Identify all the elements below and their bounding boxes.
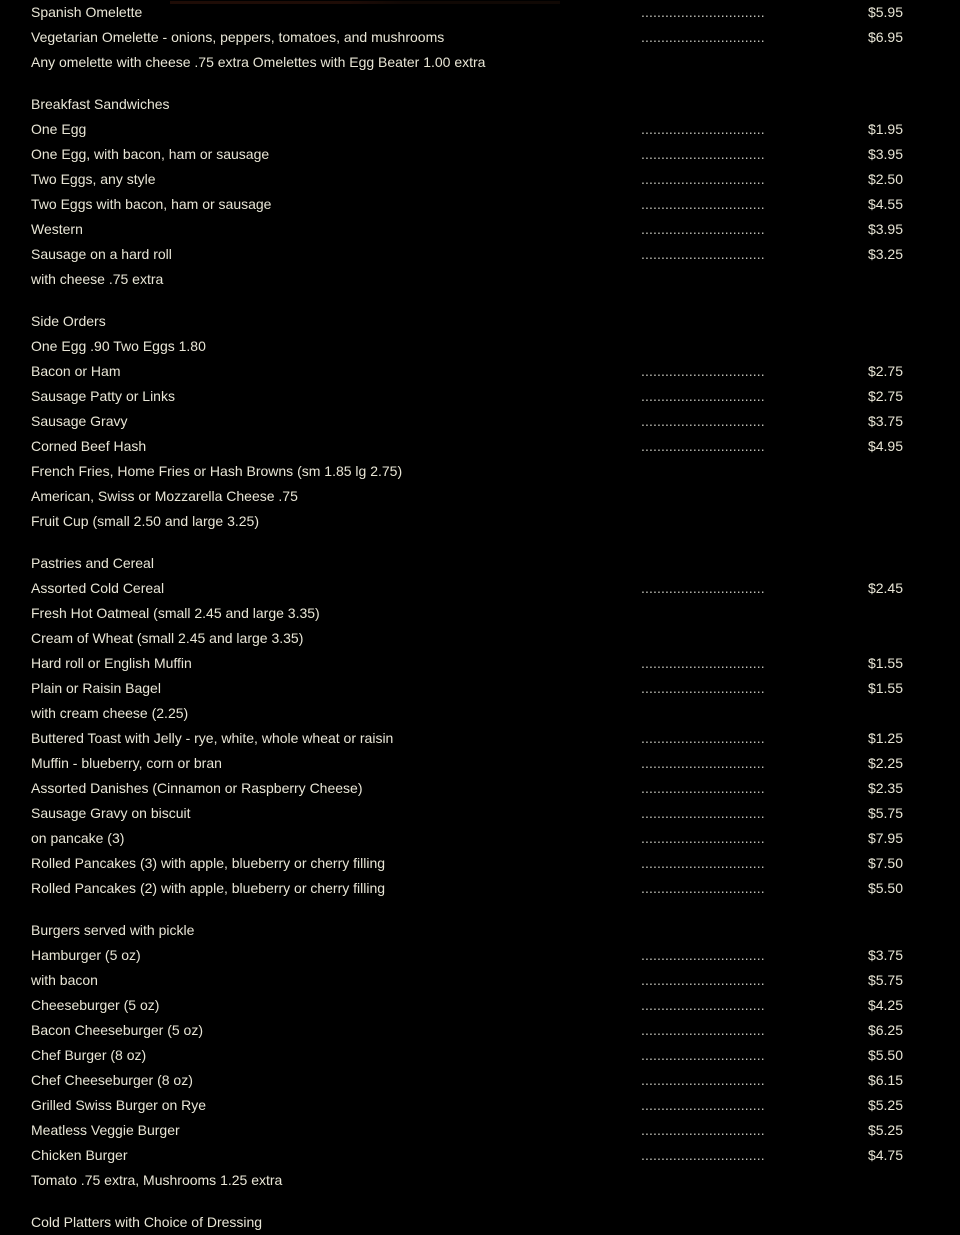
dot-leader: ...............................: [641, 972, 765, 988]
menu-item-name: Sausage Gravy on biscuit: [31, 805, 191, 821]
menu-item-name: Two Eggs, any style: [31, 171, 156, 187]
dot-leader: ...............................: [641, 1047, 765, 1063]
menu-item-price: $6.95: [867, 29, 903, 45]
menu-item-name: with cheese .75 extra: [31, 271, 164, 287]
menu-item-row: [0, 943, 960, 968]
menu-item-price: $3.75: [867, 413, 903, 429]
menu-item-price: $6.15: [867, 1072, 903, 1088]
menu-item-price: $3.25: [867, 246, 903, 262]
section-heading-row: [0, 92, 960, 117]
menu-item-price: $7.95: [867, 830, 903, 846]
menu-item-name: Corned Beef Hash: [31, 438, 147, 454]
menu-item-row: [0, 217, 960, 242]
menu-item-price: $2.50: [867, 171, 903, 187]
menu-item-name: Rolled Pancakes (3) with apple, blueberry or cherry filling: [31, 855, 386, 871]
dot-leader: ...............................: [641, 146, 765, 162]
menu-item-price: $4.25: [867, 997, 903, 1013]
menu-item-row: [0, 0, 960, 25]
section-heading-label: Side Orders: [31, 313, 106, 329]
dot-leader: ...............................: [641, 363, 765, 379]
menu-item-name: Tomato .75 extra, Mushrooms 1.25 extra: [31, 1172, 283, 1188]
menu-item-price: $2.75: [867, 388, 903, 404]
menu-item-price: $2.45: [867, 580, 903, 596]
menu-item-name: Two Eggs with bacon, ham or sausage: [31, 196, 272, 212]
menu-item-name: Assorted Danishes (Cinnamon or Raspberry Cheese): [31, 780, 363, 796]
menu-item-name: French Fries, Home Fries or Hash Browns (sm 1.85 lg 2.75): [31, 463, 403, 479]
menu-item-price: $1.95: [867, 121, 903, 137]
menu-item-row: [0, 267, 960, 292]
menu-item-price: $5.50: [867, 880, 903, 896]
menu-item-name: Meatless Veggie Burger: [31, 1122, 180, 1138]
menu-item-row: [0, 651, 960, 676]
menu-item-name: One Egg: [31, 121, 87, 137]
menu-item-name: American, Swiss or Mozzarella Cheese .75: [31, 488, 298, 504]
menu-section: [0, 918, 960, 1193]
menu-item-row: [0, 142, 960, 167]
menu-item-row: [0, 509, 960, 534]
menu-item-name: Buttered Toast with Jelly - rye, white, whole wheat or raisin: [31, 730, 394, 746]
dot-leader: ...............................: [641, 246, 765, 262]
menu-item-row: [0, 1068, 960, 1093]
menu-item-row: [0, 50, 960, 75]
dot-leader: ...............................: [641, 438, 765, 454]
menu-item-price: $5.50: [867, 1047, 903, 1063]
menu-item-name: Sausage Patty or Links: [31, 388, 175, 404]
menu-item-price: $3.95: [867, 221, 903, 237]
menu-item-name: Cream of Wheat (small 2.45 and large 3.35): [31, 630, 304, 646]
menu-item-name: Cheeseburger (5 oz): [31, 997, 160, 1013]
menu-item-name: Grilled Swiss Burger on Rye: [31, 1097, 207, 1113]
menu-item-row: [0, 484, 960, 509]
menu-item-row: [0, 676, 960, 701]
menu-item-name: Sausage Gravy: [31, 413, 128, 429]
dot-leader: ...............................: [641, 221, 765, 237]
menu-item-price: $3.95: [867, 146, 903, 162]
menu-item-name: One Egg, with bacon, ham or sausage: [31, 146, 270, 162]
menu-item-row: [0, 242, 960, 267]
section-heading-label: Breakfast Sandwiches: [31, 96, 170, 112]
menu-item-price: $1.55: [867, 655, 903, 671]
menu-item-row: [0, 1093, 960, 1118]
dot-leader: ...............................: [641, 655, 765, 671]
menu-section: [0, 1210, 960, 1235]
dot-leader: ...............................: [641, 1097, 765, 1113]
menu-item-name: Western: [31, 221, 83, 237]
menu-item-name: Hamburger (5 oz): [31, 947, 141, 963]
menu-item-row: [0, 851, 960, 876]
menu-item-row: [0, 726, 960, 751]
menu-item-name: Assorted Cold Cereal: [31, 580, 165, 596]
dot-leader: ...............................: [641, 413, 765, 429]
menu-item-name: Spanish Omelette: [31, 4, 143, 20]
menu-item-row: [0, 459, 960, 484]
dot-leader: ...............................: [641, 680, 765, 696]
menu-item-name: Chicken Burger: [31, 1147, 128, 1163]
section-heading-label: Burgers served with pickle: [31, 922, 195, 938]
dot-leader: ...............................: [641, 171, 765, 187]
dot-leader: ...............................: [641, 580, 765, 596]
menu-item-price: $5.25: [867, 1097, 903, 1113]
menu-item-row: [0, 701, 960, 726]
menu-item-row: [0, 751, 960, 776]
menu-item-name: Any omelette with cheese .75 extra Omelettes with Egg Beater 1.00 extra: [31, 54, 486, 70]
menu-item-name: with cream cheese (2.25): [31, 705, 189, 721]
dot-leader: ...............................: [641, 855, 765, 871]
menu-item-row: [0, 968, 960, 993]
dot-leader: ...............................: [641, 1147, 765, 1163]
dot-leader: ...............................: [641, 29, 765, 45]
menu-item-name: Bacon or Ham: [31, 363, 121, 379]
menu-item-row: [0, 876, 960, 901]
menu-item-row: [0, 576, 960, 601]
menu-item-row: [0, 25, 960, 50]
menu-item-price: $1.55: [867, 680, 903, 696]
menu-item-price: $2.25: [867, 755, 903, 771]
menu-item-row: [0, 167, 960, 192]
menu-item-row: [0, 192, 960, 217]
dot-leader: ...............................: [641, 997, 765, 1013]
menu-item-row: [0, 776, 960, 801]
menu-item-price: $1.25: [867, 730, 903, 746]
menu-item-price: $6.25: [867, 1022, 903, 1038]
menu-item-price: $5.75: [867, 972, 903, 988]
dot-leader: ...............................: [641, 4, 765, 20]
section-heading-row: [0, 1210, 960, 1235]
menu-item-price: $3.75: [867, 947, 903, 963]
menu-section: [0, 92, 960, 292]
section-heading-row: [0, 309, 960, 334]
menu-item-name: Plain or Raisin Bagel: [31, 680, 161, 696]
dot-leader: ...............................: [641, 196, 765, 212]
menu-item-price: $5.75: [867, 805, 903, 821]
section-heading-label: Pastries and Cereal: [31, 555, 154, 571]
menu-item-name: Sausage on a hard roll: [31, 246, 172, 262]
menu-item-row: [0, 117, 960, 142]
menu-item-row: [0, 1118, 960, 1143]
dot-leader: ...............................: [641, 755, 765, 771]
section-heading-row: [0, 551, 960, 576]
menu-item-name: Chef Cheeseburger (8 oz): [31, 1072, 193, 1088]
menu-item-price: $4.75: [867, 1147, 903, 1163]
dot-leader: ...............................: [641, 121, 765, 137]
menu-item-row: [0, 1043, 960, 1068]
menu-item-row: [0, 601, 960, 626]
dot-leader: ...............................: [641, 730, 765, 746]
section-heading-row: [0, 918, 960, 943]
menu-item-name: Rolled Pancakes (2) with apple, blueberry or cherry filling: [31, 880, 386, 896]
menu-item-price: $4.55: [867, 196, 903, 212]
menu-item-row: [0, 409, 960, 434]
dot-leader: ...............................: [641, 780, 765, 796]
dot-leader: ...............................: [641, 388, 765, 404]
menu-item-row: [0, 334, 960, 359]
menu-item-row: [0, 993, 960, 1018]
menu-item-name: Bacon Cheeseburger (5 oz): [31, 1022, 203, 1038]
menu-item-name: Fruit Cup (small 2.50 and large 3.25): [31, 513, 259, 529]
menu-item-row: [0, 1018, 960, 1043]
menu-item-row: [0, 1168, 960, 1193]
dot-leader: ...............................: [641, 880, 765, 896]
menu-item-price: $2.35: [867, 780, 903, 796]
menu-item-price: $2.75: [867, 363, 903, 379]
menu-item-row: [0, 359, 960, 384]
menu-item-name: Hard roll or English Muffin: [31, 655, 192, 671]
menu-item-row: [0, 826, 960, 851]
dot-leader: ...............................: [641, 805, 765, 821]
menu-item-row: [0, 434, 960, 459]
menu-item-price: $4.95: [867, 438, 903, 454]
menu-item-row: [0, 626, 960, 651]
dot-leader: ...............................: [641, 1072, 765, 1088]
menu-item-price: $5.95: [867, 4, 903, 20]
menu-item-price: $5.25: [867, 1122, 903, 1138]
dot-leader: ...............................: [641, 830, 765, 846]
menu-item-row: [0, 1143, 960, 1168]
menu-item-name: Fresh Hot Oatmeal (small 2.45 and large 3.35): [31, 605, 320, 621]
menu-item-row: [0, 384, 960, 409]
menu-item-name: Chef Burger (8 oz): [31, 1047, 147, 1063]
menu-item-name: Vegetarian Omelette - onions, peppers, tomatoes, and mushrooms: [31, 29, 445, 45]
dot-leader: ...............................: [641, 1122, 765, 1138]
menu-section: [0, 0, 960, 75]
menu-item-name: on pancake (3): [31, 830, 125, 846]
menu-item-name: with bacon: [31, 972, 98, 988]
menu-item-price: $7.50: [867, 855, 903, 871]
dot-leader: ...............................: [641, 1022, 765, 1038]
menu-item-name: Muffin - blueberry, corn or bran: [31, 755, 222, 771]
menu-section: [0, 551, 960, 901]
menu-section: [0, 309, 960, 534]
section-heading-label: Cold Platters with Choice of Dressing: [31, 1214, 263, 1230]
menu-item-row: [0, 801, 960, 826]
dot-leader: ...............................: [641, 947, 765, 963]
menu-item-name: One Egg .90 Two Eggs 1.80: [31, 338, 206, 354]
